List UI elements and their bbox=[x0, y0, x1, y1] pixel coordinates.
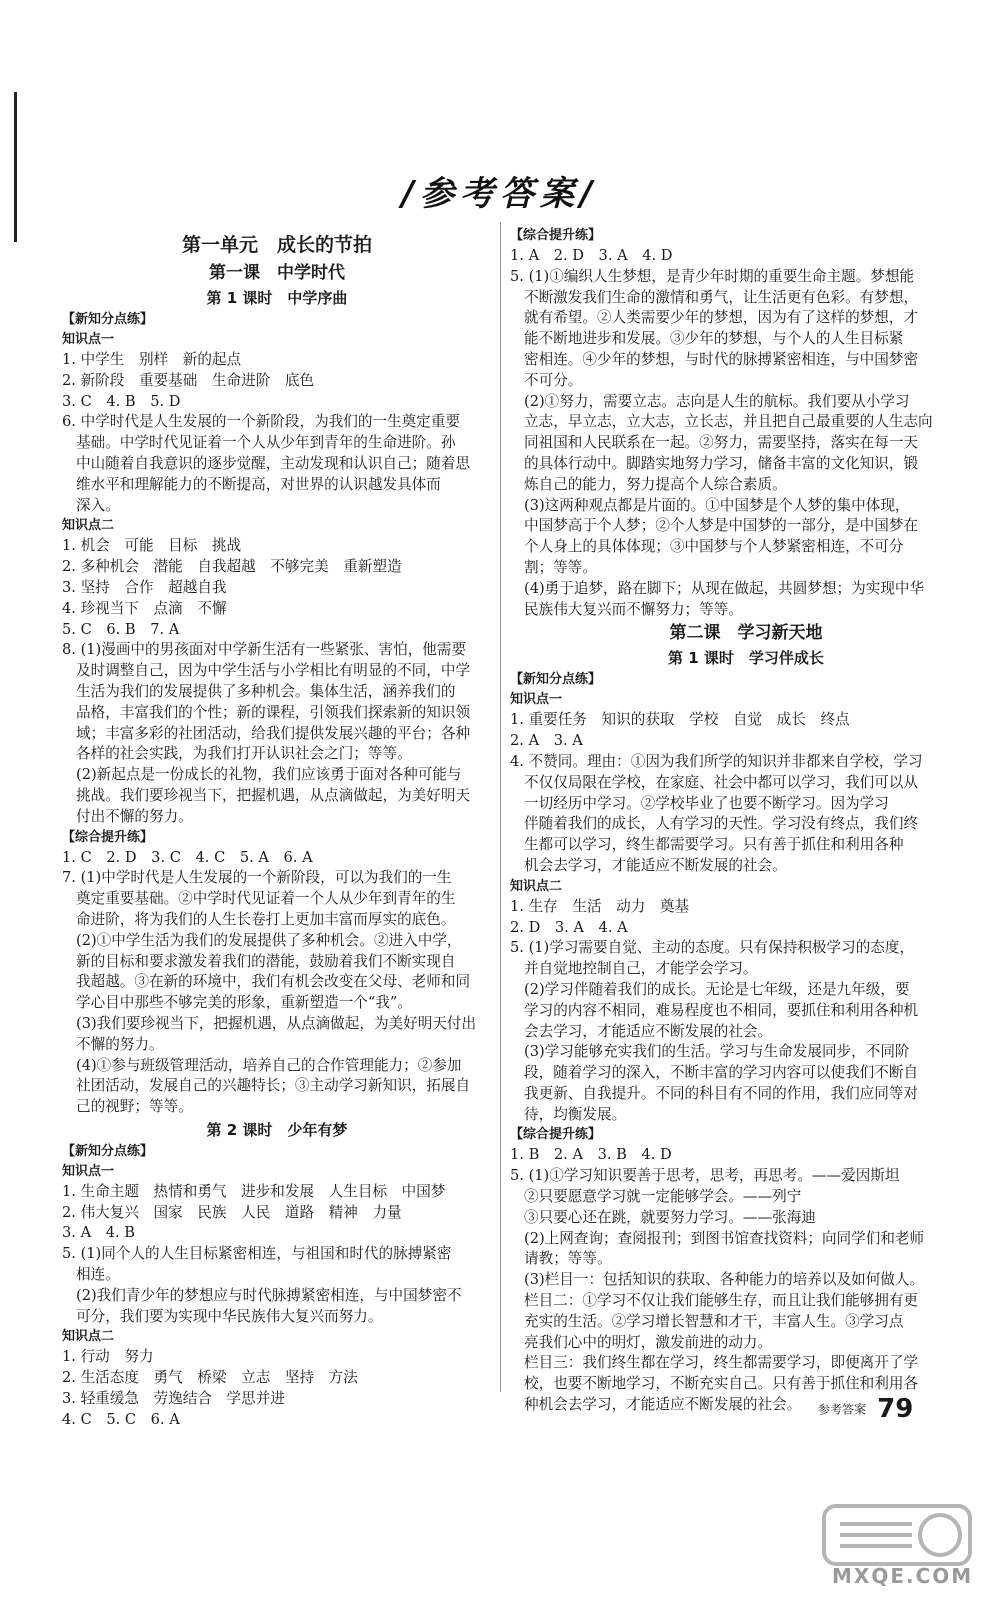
left-column bbox=[62, 226, 492, 1431]
answer-line: 充实的生活。②学习增长智慧和才干，丰富人生。③学习点 bbox=[524, 1312, 904, 1330]
watermark-text: MXQE.COM bbox=[832, 1564, 974, 1588]
answer-line: 5. (1)①编织人生梦想，是青少年时期的重要生命主题。梦想能 bbox=[510, 267, 915, 285]
answer-line: 的具体行动中。脚踏实地努力学习，储备丰富的文化知识，锻 bbox=[524, 454, 919, 472]
footer-label: 参考答案 bbox=[818, 1402, 867, 1417]
answer-line: 品格，丰富我们的个性；新的课程，引领我们探索新的知识领 bbox=[76, 703, 471, 721]
answer-line: 栏目三：我们终生都在学习，终生都需要学习，即便离开了学 bbox=[524, 1354, 919, 1372]
answer-line: 域；丰富多彩的社团活动，给我们提供发展兴趣的平台；各种 bbox=[76, 724, 471, 742]
answer-line: 可分，我们要为实现中华民族伟大复兴而努力。 bbox=[76, 1307, 383, 1325]
page-header bbox=[0, 166, 1000, 215]
lesson-title: 第一课 中学时代 bbox=[209, 263, 345, 283]
answer-line: 不懈的努力。 bbox=[76, 1035, 164, 1053]
period-title: 第 1 课时 学习伴成长 bbox=[668, 649, 824, 668]
answer-line: 一切经历中学习。②学校毕业了也要不断学习。因为学习 bbox=[524, 794, 889, 812]
answer-line: 并自觉地控制自己，才能学会学习。 bbox=[524, 960, 758, 978]
answer-line: 2. D 3. A 4. A bbox=[510, 918, 628, 936]
answer-line: 请教；等等。 bbox=[524, 1250, 612, 1268]
answer-line: 栏目二：①学习不仅让我们能够生存，而且让我们能够拥有更 bbox=[524, 1292, 919, 1310]
answer-block bbox=[510, 246, 982, 620]
unit-title: 第一单元 成长的节拍 bbox=[181, 234, 372, 256]
answer-line: 就有希望。②人类需要少年的梦想，因为有了这样的梦想，才 bbox=[524, 309, 919, 327]
answer-line: 我超越。③在新的环境中，我们有机会改变在父母、老师和同 bbox=[76, 973, 471, 991]
answer-line: 各样的社会实践，为我们打开认识社会之门；等等。 bbox=[76, 745, 412, 763]
answer-line: 己的视野；等等。 bbox=[76, 1098, 193, 1116]
answer-line: (2)①努力，需要立志。志向是人生的航标。我们要从小学习 bbox=[524, 392, 910, 410]
answer-line: 4. C 5. C 6. A bbox=[62, 1410, 180, 1428]
answer-line: 段，随着学习的深入，不断丰富的学习内容可以使我们不断自 bbox=[524, 1064, 919, 1082]
answer-line: 5. (1)学习需要自觉、主动的态度。只有保持积极学习的态度， bbox=[510, 939, 915, 957]
answer-line: 机会去学习，才能适应不断发展的社会。 bbox=[524, 856, 787, 874]
answer-line: 社团活动，发展自己的兴趣特长；③主动学习新知识，拓展自 bbox=[76, 1077, 471, 1095]
answer-line: 学心目中那些不够完美的形象，重新塑造一个“我”。 bbox=[76, 994, 412, 1012]
answer-line: 新的目标和要求激发着我们的潜能，鼓励着我们不断实现自 bbox=[76, 952, 456, 970]
answer-line: 炼自己的能力，努力提高个人综合素质。 bbox=[524, 475, 787, 493]
section-tag: 【新知分点练】 bbox=[62, 312, 154, 327]
answer-line: (2)学习伴随着我们的成长。无论是七年级，还是九年级，要 bbox=[524, 980, 910, 998]
answer-block bbox=[62, 1347, 492, 1430]
answer-block bbox=[510, 897, 982, 1126]
answer-line: 1. 重要任务 知识的获取 学校 自觉 成长 终点 bbox=[510, 711, 850, 729]
lesson-title: 第二课 学习新天地 bbox=[669, 623, 823, 644]
answer-line: (2)我们青少年的梦想应与时代脉搏紧密相连，与中国梦密不 bbox=[76, 1286, 462, 1304]
answer-line: 2. 伟大复兴 国家 民族 人民 道路 精神 力量 bbox=[62, 1203, 402, 1221]
answer-line: 2. 新阶段 重要基础 生命进阶 底色 bbox=[62, 371, 315, 389]
knowledge-point-heading: 知识点一 bbox=[510, 692, 563, 708]
answer-line: 中国梦高于个人梦；②个人梦是中国梦的一部分，是中国梦在 bbox=[524, 517, 919, 535]
answer-line: 学习的内容不相同，难易程度也不相同，要抓住和利用各种机 bbox=[524, 1001, 919, 1019]
answer-line: (2)新起点是一份成长的礼物，我们应该勇于面对各种可能与 bbox=[76, 766, 462, 784]
answer-line: 维水平和理解能力的不断提高，对世界的认识越发具体而 bbox=[76, 475, 441, 493]
answer-block bbox=[62, 536, 492, 827]
answer-block bbox=[62, 350, 492, 516]
period-title: 第 2 课时 少年有梦 bbox=[206, 1120, 348, 1139]
answer-line: 割；等等。 bbox=[524, 558, 597, 576]
answer-line: (4)勇于追梦，路在脚下；从现在做起，共圆梦想；为实现中华 bbox=[524, 579, 925, 597]
answer-line: (2)①中学生活为我们的发展提供了多种机会。②进入中学， bbox=[76, 931, 462, 949]
answer-line: (3)这两种观点都是片面的。①中国梦是个人梦的集中体现， bbox=[524, 496, 910, 514]
section-tag: 【新知分点练】 bbox=[510, 672, 602, 688]
answer-line: 立志，早立志，立大志，立长志，并且把自己最重要的人生志向 bbox=[524, 413, 933, 431]
answer-line: 1. A 2. D 3. A 4. D bbox=[510, 247, 673, 264]
answer-line: 6. 中学时代是人生发展的一个新阶段，为我们的一生奠定重要 bbox=[62, 413, 461, 431]
answer-line: (2)上网查询；查阅报刊；到图书馆查找资料；向同学们和老师 bbox=[524, 1229, 925, 1247]
answer-line: 3. A 4. B bbox=[62, 1224, 135, 1242]
answer-line: 1. 生存 生活 动力 奠基 bbox=[510, 897, 690, 915]
answer-line: 1. C 2. D 3. C 4. C 5. A 6. A bbox=[62, 848, 313, 866]
answer-line: 8. (1)漫画中的男孩面对中学新生活有一些紧张、害怕，他需要 bbox=[62, 641, 467, 659]
answer-line: 不断激发我们生命的激情和勇气，让生活更有色彩。有梦想， bbox=[524, 288, 919, 306]
answer-line: 1. 行动 努力 bbox=[62, 1348, 154, 1366]
answer-line: 付出不懈的努力。 bbox=[76, 807, 193, 825]
section-tag: 【综合提升练】 bbox=[62, 829, 154, 845]
answer-line: 3. 轻重缓急 劳逸结合 学思并进 bbox=[62, 1390, 285, 1408]
answer-line: 2. 生活态度 勇气 桥梁 立志 坚持 方法 bbox=[62, 1369, 358, 1387]
answer-line: 挑战。我们要珍视当下，把握机遇，从点滴做起，为美好明天 bbox=[76, 786, 471, 804]
answer-line: 深入。 bbox=[76, 496, 120, 514]
answer-line: (3)学习能够充实我们的生活。学习与生命发展同步，不同阶 bbox=[524, 1043, 910, 1061]
answer-line: 会去学习，才能适应不断发展的社会。 bbox=[524, 1022, 773, 1040]
answer-line: ③只要心还在跳，就要努力学习。——张海迪 bbox=[524, 1208, 816, 1226]
knowledge-point-heading: 知识点二 bbox=[62, 1329, 115, 1345]
column-divider bbox=[500, 222, 501, 1392]
answer-line: 生活为我们的发展提供了多种机会。集体生活，涵养我们的 bbox=[76, 682, 456, 700]
answer-line: 不仅仅局限在学校，在家庭、社会中都可以学习，我们可以从 bbox=[524, 773, 919, 791]
answer-line: 2. 多种机会 潜能 自我超越 不够完美 重新塑造 bbox=[62, 558, 402, 576]
answer-line: 5. (1)①学习知识要善于思考，思考，再思考。——爱因斯坦 bbox=[510, 1167, 900, 1185]
answer-line: 4. 不赞同。理由：①因为我们所学的知识并非都来自学校，学习 bbox=[510, 752, 923, 770]
answer-line: (4)①参与班级管理活动，培养自己的合作管理能力；②参加 bbox=[76, 1056, 462, 1074]
knowledge-point-heading: 知识点一 bbox=[62, 332, 115, 347]
answer-line: (3)栏目一：包括知识的获取、各种能力的培养以及如何做人。 bbox=[524, 1271, 925, 1289]
answer-line: 1. B 2. A 3. B 4. D bbox=[510, 1146, 672, 1164]
answer-block bbox=[510, 1145, 982, 1415]
answer-line: 同祖国和人民联系在一起。②努力，需要坚持，落实在每一天 bbox=[524, 434, 919, 452]
answer-line: 能不断地进步和发展。③少年的梦想，与个人的人生目标紧 bbox=[524, 330, 904, 348]
section-tag: 【新知分点练】 bbox=[62, 1143, 154, 1159]
answer-line: 5. (1)同个人的人生目标紧密相连，与祖国和时代的脉搏紧密 bbox=[62, 1245, 452, 1263]
answer-block bbox=[510, 710, 982, 876]
answer-line: 7. (1)中学时代是人生发展的一个新阶段，可以为我们的一生 bbox=[62, 869, 452, 887]
answer-block bbox=[62, 848, 492, 1118]
answer-line: 命进阶，将为我们的人生长卷打上更加丰富而厚实的底色。 bbox=[76, 910, 456, 928]
answer-line: 1. 机会 可能 目标 挑战 bbox=[62, 537, 242, 555]
answer-block bbox=[62, 1182, 492, 1328]
answer-line: ②只要愿意学习就一定能够学会。——列宁 bbox=[524, 1188, 802, 1206]
answer-line: 及时调整自己，因为中学生活与小学相比有明显的不同，中学 bbox=[76, 662, 471, 680]
answer-line: 4. 珍视当下 点滴 不懈 bbox=[62, 599, 227, 617]
right-column bbox=[510, 226, 982, 1416]
section-tag: 【综合提升练】 bbox=[510, 1127, 602, 1143]
page-footer bbox=[818, 1394, 913, 1424]
answer-line: 我更新、自我提升。不同的科目有不同的作用，我们应同等对 bbox=[524, 1084, 919, 1102]
knowledge-point-heading: 知识点二 bbox=[510, 878, 563, 894]
answer-line: (3)我们要珍视当下，把握机遇，从点滴做起，为美好明天付出 bbox=[76, 1014, 477, 1032]
page-title: /参考答案/ bbox=[401, 174, 599, 214]
answer-line: 1. 生命主题 热情和勇气 进步和发展 人生目标 中国梦 bbox=[62, 1182, 446, 1200]
answer-line: 校，也要不断地学习，不断充实自己。只有善于抓住和利用各 bbox=[524, 1375, 919, 1393]
answer-line: 民族伟大复兴而不懈努力；等等。 bbox=[524, 600, 743, 618]
answer-line: 相连。 bbox=[76, 1266, 120, 1284]
answer-line: 伴随着我们的成长，人有学习的天性。学习没有终点，我们终 bbox=[524, 815, 919, 833]
answer-line: 5. C 6. B 7. A bbox=[62, 620, 180, 638]
section-tag: 【综合提升练】 bbox=[510, 228, 602, 243]
answer-line: 个人身上的具体体现；③中国梦与个人梦紧密相连，不可分 bbox=[524, 538, 904, 556]
answer-line: 密相连。④少年的梦想，与时代的脉搏紧密相连，与中国梦密 bbox=[524, 350, 919, 368]
answer-line: 1. 中学生 别样 新的起点 bbox=[62, 351, 242, 368]
answer-line: 亮我们心中的明灯，激发前进的动力。 bbox=[524, 1333, 773, 1351]
knowledge-point-heading: 知识点二 bbox=[62, 518, 115, 534]
answer-line: 3. 坚持 合作 超越自我 bbox=[62, 578, 227, 596]
watermark-logo bbox=[822, 1500, 972, 1570]
answer-line: 奠定重要基础。②中学时代见证着一个人从少年到青年的生 bbox=[76, 890, 456, 908]
answer-line: 生都可以学习，终生都需要学习。只有善于抓住和利用各种 bbox=[524, 836, 904, 854]
knowledge-point-heading: 知识点一 bbox=[62, 1163, 115, 1179]
answer-line: 种机会去学习，才能适应不断发展的社会。 bbox=[524, 1396, 802, 1414]
answer-line: 基础。中学时代见证着一个人从少年到青年的生命进阶。孙 bbox=[76, 434, 456, 452]
answer-line: 3. C 4. B 5. D bbox=[62, 392, 181, 410]
answer-line: 不可分。 bbox=[524, 371, 583, 389]
answer-line: 中山随着自我意识的逐步觉醒，主动发现和认识自己；随着思 bbox=[76, 454, 471, 472]
answer-line: 待，均衡发展。 bbox=[524, 1105, 627, 1123]
page-number: 79 bbox=[877, 1394, 914, 1424]
answer-line: 2. A 3. A bbox=[510, 732, 583, 750]
period-title: 第 1 课时 中学序曲 bbox=[206, 289, 348, 307]
